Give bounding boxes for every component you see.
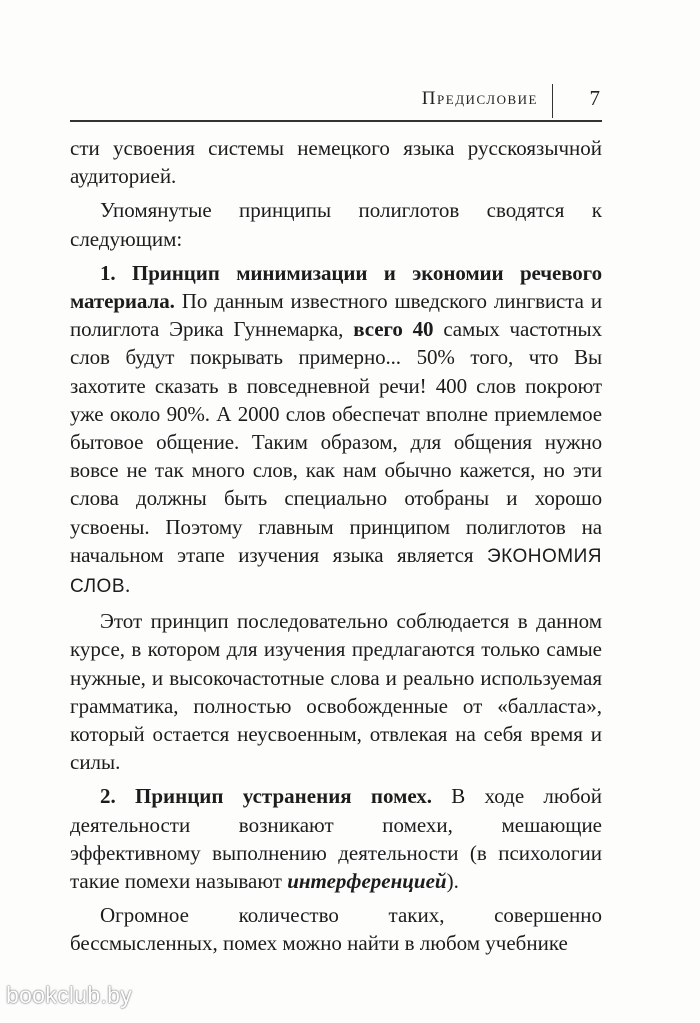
page-number: 7 [589,86,600,110]
paragraph-text: самых частотных слов будут покрывать примерно... 50% того, что Вы захотите сказать в повседневной речи! 400 слов покроют уже около 90%. А 2000 слов обеспечат вполне приемлемое бытовое общение. Таким образом, для общения нужно вовсе не так много слов, как нам обычно кажется, но эти слова должны быть специально отобраны и хорошо усвоены. Поэтому главным принципом полиглотов на начальном этапе изучения языка является [70,317,602,567]
page-body [70,134,602,964]
paragraph-6 [70,901,602,957]
principle-heading-2: 2. Принцип устранения помех. [100,784,433,809]
running-header [70,86,602,118]
paragraph-text: Этот принцип последовательно соблюдается в данном курсе, в котором для изучения предлагаются только самые нужные, и высокочастотные слова и реально используемая грамматика, полностью освобожденные от «балласта», который остается неусвоенным, отвлекая на себя время и силы. [70,609,602,775]
principle-heading-1: 1. Принцип минимизации и экономии речевого материала. [70,260,602,314]
header-rule [70,120,602,122]
watermark: bookclub.by [6,982,133,1008]
paragraph-5 [70,782,602,895]
paragraph-text: . [125,573,131,598]
running-header-title: Предисловие [421,88,538,109]
emphasis-italic: интерференцией [287,869,447,894]
emphasis-caps: ЭКОНОМИЯ СЛОВ [70,545,602,598]
paragraph-2 [70,196,602,252]
emphasis-bold: всего 40 [353,317,434,342]
header-separator [552,84,554,118]
paragraph-text: Огромное количество таких, совершенно бессмысленных, помех можно найти в любом учебнике [70,903,602,956]
paragraph-1 [70,134,602,190]
paragraph-text: По данным известного шведского лингвиста и полиглота Эрика Гуннемарка, [70,289,602,342]
paragraph-text: Упомянутые принципы полиглотов сводятся к следующим: [70,198,602,251]
paragraph-3 [70,259,602,601]
paragraph-text: В ходе любой деятельности возникают помехи, мешающие эффективному выполнению деятельности (в психологии такие помехи называют [70,784,602,894]
paragraph-4 [70,607,602,776]
paragraph-text: ). [446,869,459,894]
paragraph-text: сти усвоения системы немецкого языка русскоязычной аудиторией. [70,136,602,189]
